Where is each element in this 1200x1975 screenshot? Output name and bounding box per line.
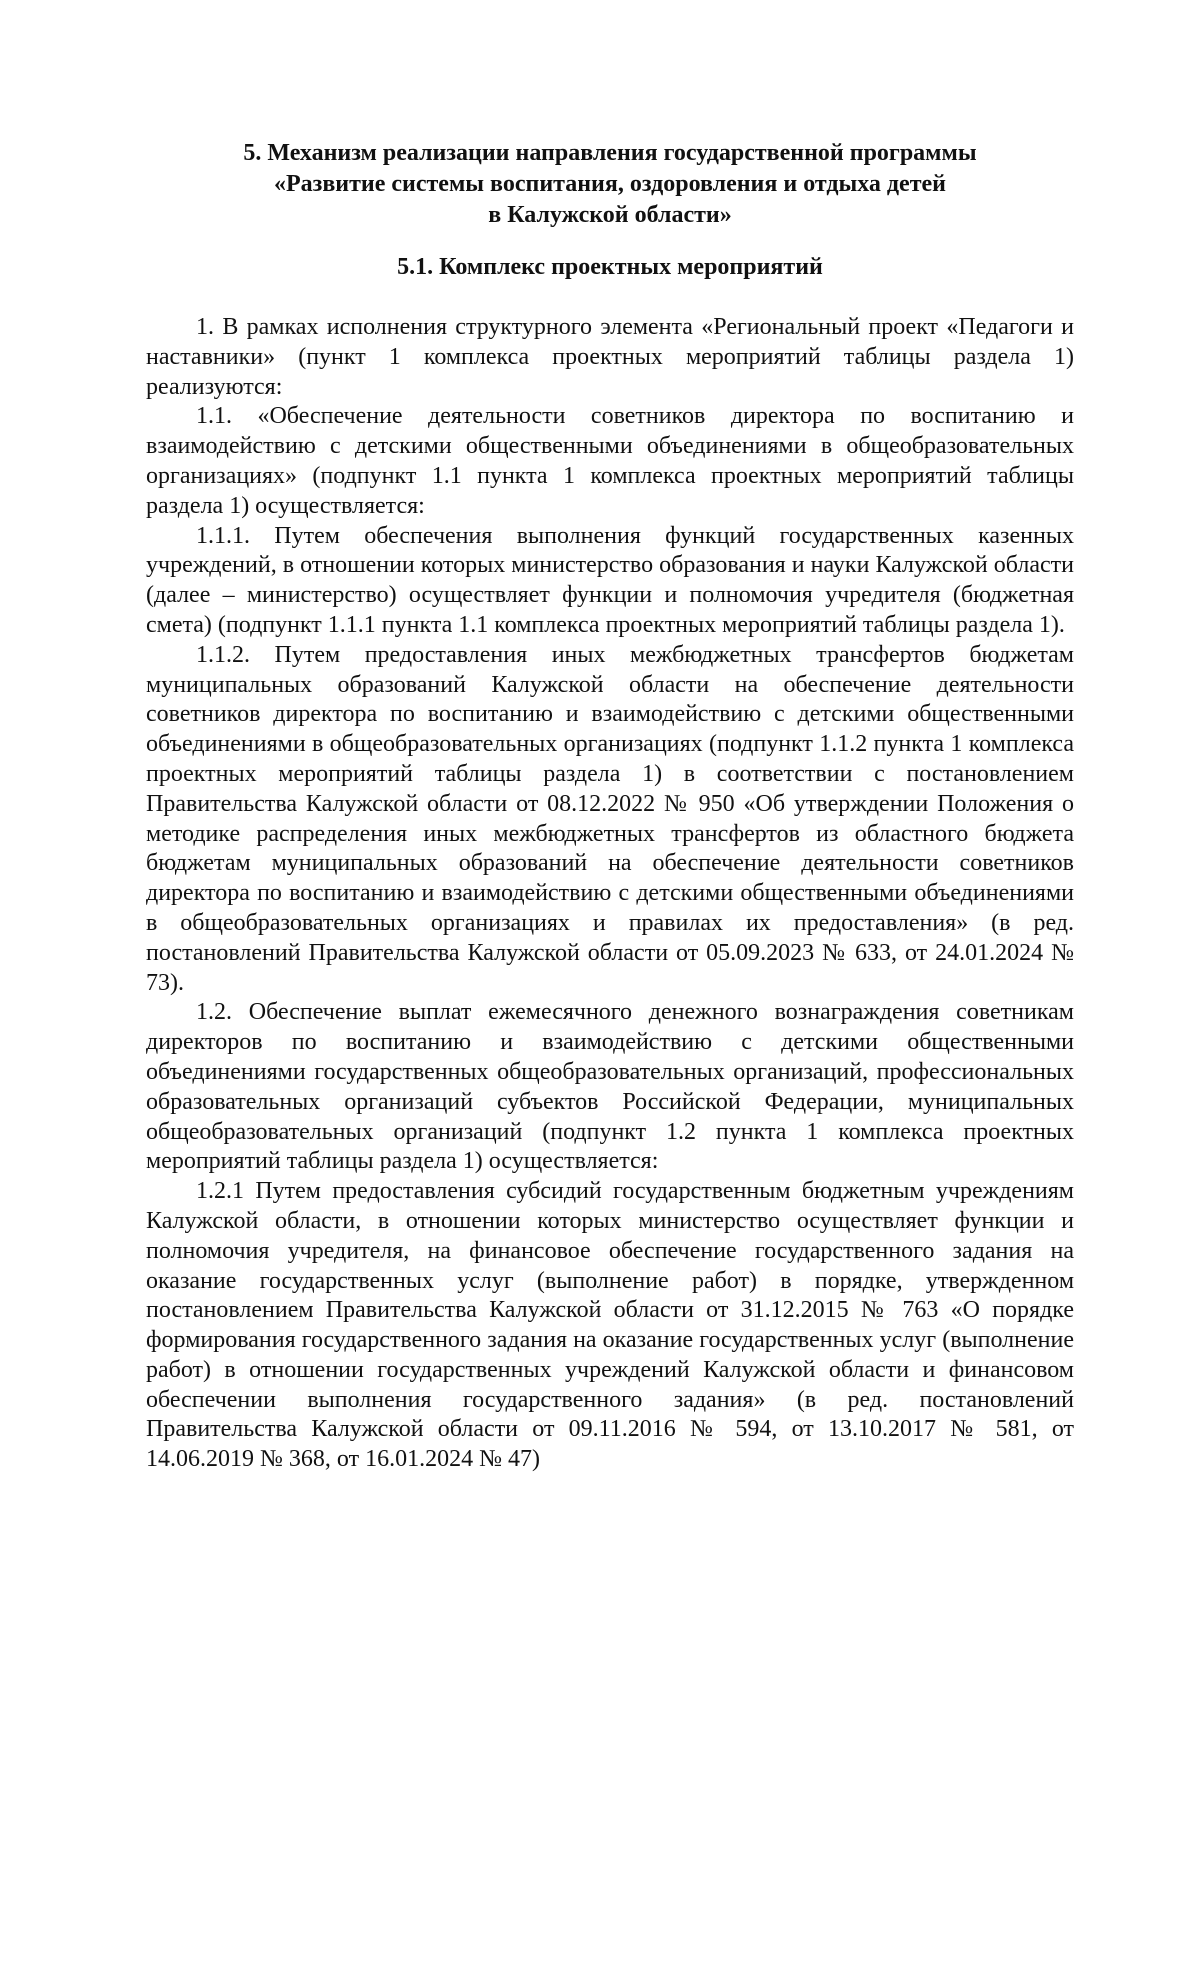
document-body <box>146 313 1074 1475</box>
title-line-2: «Развитие системы воспитания, оздоровления и отдыха детей <box>274 171 946 197</box>
paragraph-1-2: 1.2. Обеспечение выплат ежемесячного денежного вознаграждения советникам директоров по воспитанию и взаимодействию с детскими общественными объединениями государственных общеобразовательных организаций, профессиональных образовательных организаций субъектов Российской Федерации, муниципальных общеобразовательных организаций (подпункт 1.2 пункта 1 комплекса проектных мероприятий таблицы раздела 1) осуществляется: <box>146 999 1074 1175</box>
paragraph-1-1: 1.1. «Обеспечение деятельности советников директора по воспитанию и взаимодействию с детскими общественными объединениями в общеобразовательных организациях» (подпункт 1.1 пункта 1 комплекса проектных мероприятий таблицы раздела 1) осуществляется: <box>146 403 1074 519</box>
document-title <box>146 138 1074 231</box>
paragraph-1-1-2: 1.1.2. Путем предоставления иных межбюджетных трансфертов бюджетам муниципальных образований Калужской области на обеспечение деятельности советников директора по воспитанию и взаимодействию с детскими общественными объединениями в общеобразовательных организациях (подпункт 1.1.2 пункта 1 комплекса проектных мероприятий таблицы раздела 1) в соответствии с постановлением Правительства Калужской области от 08.12.2022 № 950 «Об утверждении Положения о методике распределения иных межбюджетных трансфертов из областного бюджета бюджетам муниципальных образований на обеспечение деятельности советников директора по воспитанию и взаимодействию с детскими общественными объединениями в общеобразовательных организациях и правилах их предоставления» (в ред. постановлений Правительства Калужской области от 05.09.2023 № 633, от 24.01.2024 № 73). <box>146 641 1074 996</box>
paragraph-1-2-1: 1.2.1 Путем предоставления субсидий государственным бюджетным учреждениям Калужской области, в отношении которых министерство осуществляет функции и полномочия учредителя, на финансовое обеспечение государственного задания на оказание государственных услуг (выполнение работ) в порядке, утвержденном постановлением Правительства Калужской области от 31.12.2015 № 763 «О порядке формирования государственного задания на оказание государственных услуг (выполнение работ) в отношении государственных учреждений Калужской области и финансовом обеспечении выполнения государственного задания» (в ред. постановлений Правительства Калужской области от 09.11.2016 № 594, от 13.10.2017 № 581, от 14.06.2019 № 368, от 16.01.2024 № 47) <box>146 1178 1074 1473</box>
section-subtitle: 5.1. Комплекс проектных мероприятий <box>397 254 823 280</box>
title-line-3: в Калужской области» <box>488 202 732 228</box>
paragraph-1: 1. В рамках исполнения структурного элемента «Региональный проект «Педагоги и наставники» (пункт 1 комплекса проектных мероприятий таблицы раздела 1) реализуются: <box>146 314 1074 400</box>
title-line-1: 5. Механизм реализации направления государственной программы <box>243 140 977 166</box>
paragraph-1-1-1: 1.1.1. Путем обеспечения выполнения функций государственных казенных учреждений, в отношении которых министерство образования и науки Калужской области (далее – министерство) осуществляет функции и полномочия учредителя (бюджетная смета) (подпункт 1.1.1 пункта 1.1 комплекса проектных мероприятий таблицы раздела 1). <box>146 522 1074 638</box>
